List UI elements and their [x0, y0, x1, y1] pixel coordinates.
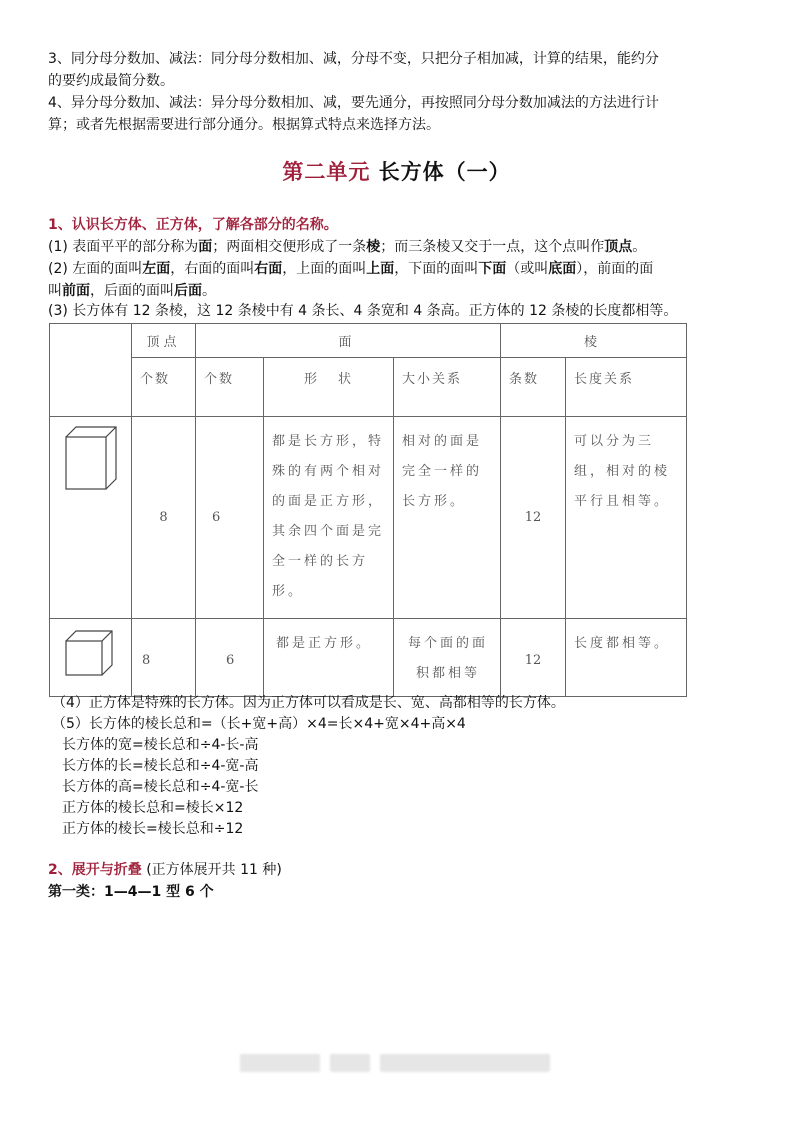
text: ；而三条棱又交于一点，这个点叫作: [380, 239, 605, 255]
section1-line1: [48, 236, 748, 258]
term-front: 前面: [62, 283, 90, 299]
subheader-face-count: 个数: [196, 358, 264, 417]
term-left: 左面: [142, 261, 171, 277]
term-edge: 棱: [366, 239, 381, 255]
section2-type1: 第一类：1—4—1 型 6 个: [48, 884, 214, 900]
term-back: 后面: [174, 283, 202, 299]
subheader-shape: 形 状: [264, 358, 394, 417]
section1-line3: [48, 280, 748, 302]
text: ，下面的面叫: [394, 261, 479, 277]
formula-length: 长方体的长=棱长总和÷4-宽-高: [62, 758, 259, 774]
section2-heading-text: 2、展开与折叠: [48, 862, 142, 878]
cube-length-relation: 长度都相等。: [566, 619, 687, 697]
subheader-size-relation: 大小关系: [394, 358, 501, 417]
text: ，后面的面叫: [90, 283, 174, 299]
cuboid-length-relation: 可以分为三组，相对的棱平行且相等。: [566, 417, 687, 619]
table-corner-cell: [50, 324, 132, 417]
cuboid-figure: [50, 417, 132, 614]
text: （或叫: [506, 261, 549, 277]
term-right: 右面: [254, 261, 283, 277]
unit-title: [0, 156, 793, 186]
formula-cube-edge-total: 正方体的棱长总和=棱长×12: [62, 800, 244, 816]
section2-note: (正方体展开共 11 种): [141, 862, 282, 878]
cuboid-shape: 都是长方形，特殊的有两个相对的面是正方形，其余四个面是完全一样的长方形。: [264, 417, 394, 619]
intro-item3-line2: 的要约成最简分数。: [48, 73, 174, 89]
cube-figure-cell: [50, 619, 132, 697]
intro-item4-line2: 算；或者先根据需要进行部分通分。根据算式特点来选择方法。: [48, 117, 440, 133]
footer-watermark: [240, 1054, 320, 1072]
subheader-length-relation: 长度关系: [566, 358, 687, 417]
footer-watermark: [330, 1054, 370, 1072]
header-edge: 棱: [501, 324, 687, 358]
section1-heading-text: 1、认识长方体、正方体，了解各部分的名称。: [48, 217, 338, 233]
intro-item4-line1: 4、异分母分数加、减法：异分母分数相加、减，要先通分，再按照同分母分数加减法的方法进行计: [48, 95, 659, 111]
term-vertex: 顶点: [604, 239, 633, 255]
cube-vertex-count: 8: [132, 619, 196, 697]
unit-title-name: 长方体（一）: [370, 160, 511, 184]
text: ，上面的面叫: [282, 261, 367, 277]
text: (2) 左面的面叫: [48, 261, 143, 277]
section2-heading: [48, 859, 282, 881]
section1-line2: [48, 258, 748, 280]
header-vertex: 顶点: [132, 324, 196, 358]
cube-shape: 都是正方形。: [264, 619, 394, 697]
cube-figure: [50, 619, 132, 692]
text: (1) 表面平平的部分称为: [48, 239, 199, 255]
unit-title-number: 第二单元: [282, 160, 371, 184]
cuboid-vertex-count: 8: [132, 417, 196, 619]
formula-width: 长方体的宽=棱长总和÷4-长-高: [62, 737, 259, 753]
header-face: 面: [196, 324, 501, 358]
section1-heading: [48, 214, 338, 236]
text: ），前面的面: [576, 261, 654, 277]
cube-edge-count: 12: [501, 619, 566, 697]
text: 。: [202, 283, 216, 299]
note-4: （4）正方体是特殊的长方体。因为正方体可以看成是长、宽、高都相等的长方体。: [52, 695, 565, 711]
text: 叫: [48, 283, 62, 299]
cuboid-edge-count: 12: [501, 417, 566, 619]
cuboid-cube-table: [49, 323, 687, 697]
intro-item3-line1: 3、同分母分数加、减法：同分母分数相加、减，分母不变，只把分子相加减，计算的结果，能约分: [48, 51, 659, 67]
term-bottom: 下面: [478, 261, 507, 277]
cube-size-relation: 每个面的面积都相等: [394, 619, 501, 697]
text: ，右面的面叫: [170, 261, 255, 277]
cuboid-size-relation: 相对的面是完全一样的长方形。: [394, 417, 501, 619]
note-5: （5）长方体的棱长总和=（长+宽+高）×4=长×4+宽×4+高×4: [52, 716, 466, 732]
section1-line4: (3) 长方体有 12 条棱，这 12 条棱中有 4 条长、4 条宽和 4 条高。正方体的 12 条棱的长度都相等。: [48, 303, 678, 319]
term-top: 上面: [366, 261, 395, 277]
text: 。: [632, 239, 647, 255]
term-face: 面: [198, 239, 213, 255]
cube-face-count: 6: [196, 619, 264, 697]
formula-cube-edge: 正方体的棱长=棱长总和÷12: [62, 821, 244, 837]
cuboid-figure-cell: [50, 417, 132, 619]
subheader-edge-count: 条数: [501, 358, 566, 417]
term-base: 底面: [548, 261, 577, 277]
footer-watermark: [380, 1054, 550, 1072]
cuboid-face-count: 6: [196, 417, 264, 619]
formula-height: 长方体的高=棱长总和÷4-宽-长: [62, 779, 259, 795]
text: ；两面相交便形成了一条: [212, 239, 367, 255]
subheader-vertex-count: 个数: [132, 358, 196, 417]
